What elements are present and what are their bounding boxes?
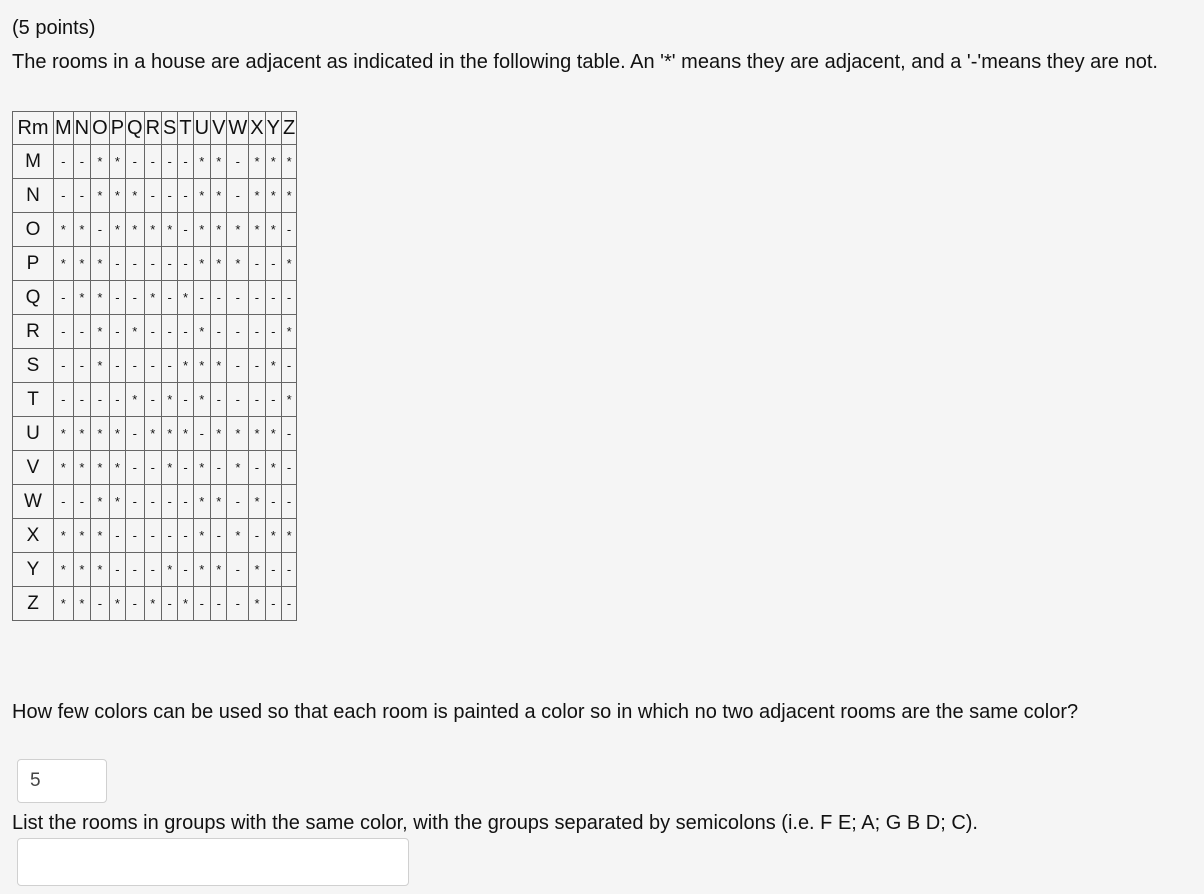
adjacency-cell: - (178, 145, 193, 179)
adjacency-cell: * (54, 213, 74, 247)
adjacency-cell: * (91, 315, 110, 349)
question-prompt: The rooms in a house are adjacent as indicated in the following table. An '*' means they are adjacent, and a '-'means they are not. (12, 51, 1158, 73)
adjacency-cell: * (144, 213, 161, 247)
adjacency-cell: * (54, 417, 74, 451)
adjacency-cell: - (144, 315, 161, 349)
adjacency-cell: - (249, 247, 265, 281)
adjacency-cell: - (249, 281, 265, 315)
adjacency-cell: * (193, 349, 210, 383)
table-row (13, 315, 297, 349)
adjacency-cell: - (281, 213, 296, 247)
adjacency-cell: - (178, 383, 193, 417)
adjacency-cell: - (265, 247, 281, 281)
adjacency-cell: * (178, 587, 193, 621)
adjacency-cell: - (126, 145, 145, 179)
adjacency-cell: - (144, 349, 161, 383)
adjacency-cell: - (281, 587, 296, 621)
adjacency-cell: - (178, 179, 193, 213)
adjacency-cell: - (73, 179, 90, 213)
adjacency-cell: - (281, 553, 296, 587)
adjacency-cell: - (144, 519, 161, 553)
adjacency-cell: - (54, 315, 74, 349)
adjacency-cell: * (144, 417, 161, 451)
adjacency-cell: - (227, 485, 249, 519)
adjacency-cell: - (211, 383, 227, 417)
adjacency-cell: - (126, 519, 145, 553)
adjacency-cell: * (73, 451, 90, 485)
adjacency-cell: - (249, 315, 265, 349)
adjacency-cell: * (91, 349, 110, 383)
adjacency-cell: * (109, 179, 125, 213)
column-header: N (73, 112, 90, 145)
adjacency-cell: * (109, 587, 125, 621)
adjacency-cell: * (249, 145, 265, 179)
column-header: U (193, 112, 210, 145)
adjacency-cell: * (54, 247, 74, 281)
adjacency-cell: * (265, 349, 281, 383)
adjacency-cell: * (162, 417, 178, 451)
adjacency-cell: - (227, 281, 249, 315)
adjacency-cell: * (193, 519, 210, 553)
adjacency-cell: - (227, 179, 249, 213)
adjacency-cell: * (73, 417, 90, 451)
table-row (13, 417, 297, 451)
adjacency-cell: * (73, 247, 90, 281)
adjacency-cell: * (211, 485, 227, 519)
adjacency-cell: - (211, 281, 227, 315)
adjacency-cell: * (91, 247, 110, 281)
adjacency-cell: * (73, 213, 90, 247)
table-header-row (13, 112, 297, 145)
adjacency-cell: * (227, 213, 249, 247)
adjacency-cell: - (73, 485, 90, 519)
adjacency-cell: * (178, 349, 193, 383)
adjacency-cell: - (162, 485, 178, 519)
adjacency-cell: - (211, 451, 227, 485)
table-row (13, 179, 297, 213)
adjacency-cell: * (162, 553, 178, 587)
adjacency-cell: * (54, 451, 74, 485)
adjacency-cell: * (227, 417, 249, 451)
row-header: X (13, 519, 54, 553)
adjacency-cell: - (109, 315, 125, 349)
adjacency-cell: * (126, 213, 145, 247)
adjacency-cell: * (193, 179, 210, 213)
adjacency-cell: - (227, 587, 249, 621)
adjacency-cell: * (91, 553, 110, 587)
adjacency-cell: - (54, 485, 74, 519)
adjacency-cell: - (162, 519, 178, 553)
adjacency-cell: - (249, 519, 265, 553)
adjacency-cell: - (126, 485, 145, 519)
row-header: Z (13, 587, 54, 621)
adjacency-cell: - (109, 553, 125, 587)
adjacency-cell: * (144, 587, 161, 621)
adjacency-cell: * (109, 417, 125, 451)
adjacency-cell: - (249, 451, 265, 485)
adjacency-cell: - (54, 349, 74, 383)
adjacency-cell: - (54, 145, 74, 179)
adjacency-cell: - (178, 553, 193, 587)
adjacency-cell: * (211, 349, 227, 383)
adjacency-cell: * (211, 553, 227, 587)
table-row (13, 587, 297, 621)
adjacency-cell: * (249, 485, 265, 519)
colors-answer-input[interactable] (17, 759, 107, 803)
adjacency-cell: - (144, 179, 161, 213)
adjacency-cell: - (178, 315, 193, 349)
column-header: V (211, 112, 227, 145)
adjacency-cell: * (265, 519, 281, 553)
row-header: R (13, 315, 54, 349)
adjacency-cell: - (178, 451, 193, 485)
adjacency-cell: - (227, 349, 249, 383)
adjacency-cell: * (91, 485, 110, 519)
adjacency-cell: - (193, 281, 210, 315)
adjacency-cell: * (281, 383, 296, 417)
row-header: N (13, 179, 54, 213)
adjacency-cell: - (193, 587, 210, 621)
table-row (13, 213, 297, 247)
adjacency-cell: - (162, 247, 178, 281)
adjacency-cell: - (126, 451, 145, 485)
part2-prompt: List the rooms in groups with the same color, with the groups separated by semicolons (i.e. F E; A; G B D; C). (12, 812, 978, 834)
adjacency-table (12, 111, 297, 621)
adjacency-cell: - (109, 247, 125, 281)
row-header: U (13, 417, 54, 451)
column-header: M (54, 112, 74, 145)
adjacency-cell: - (162, 349, 178, 383)
row-header: Y (13, 553, 54, 587)
adjacency-cell: * (211, 417, 227, 451)
adjacency-cell: - (265, 553, 281, 587)
adjacency-cell: * (193, 213, 210, 247)
adjacency-cell: - (193, 417, 210, 451)
adjacency-cell: - (144, 553, 161, 587)
adjacency-cell: * (227, 247, 249, 281)
table-corner-header: Rm (13, 112, 54, 145)
adjacency-cell: - (73, 383, 90, 417)
adjacency-cell: - (126, 417, 145, 451)
adjacency-cell: * (126, 179, 145, 213)
adjacency-cell: - (73, 145, 90, 179)
adjacency-cell: * (109, 451, 125, 485)
adjacency-cell: - (91, 587, 110, 621)
column-header: P (109, 112, 125, 145)
adjacency-cell: - (144, 383, 161, 417)
row-header: O (13, 213, 54, 247)
adjacency-cell: * (109, 213, 125, 247)
column-header: Z (281, 112, 296, 145)
adjacency-cell: - (265, 315, 281, 349)
row-header: P (13, 247, 54, 281)
adjacency-cell: * (91, 145, 110, 179)
column-header: R (144, 112, 161, 145)
adjacency-cell: - (281, 451, 296, 485)
adjacency-cell: - (211, 315, 227, 349)
adjacency-cell: - (91, 213, 110, 247)
adjacency-cell: - (162, 315, 178, 349)
adjacency-cell: * (193, 145, 210, 179)
column-header: Q (126, 112, 145, 145)
row-header: S (13, 349, 54, 383)
adjacency-cell: - (162, 179, 178, 213)
adjacency-cell: - (227, 315, 249, 349)
adjacency-cell: * (91, 451, 110, 485)
adjacency-cell: - (178, 485, 193, 519)
question-points: (5 points) (12, 17, 96, 39)
row-header: M (13, 145, 54, 179)
row-header: Q (13, 281, 54, 315)
column-header: W (227, 112, 249, 145)
adjacency-cell: * (178, 281, 193, 315)
row-header: V (13, 451, 54, 485)
adjacency-cell: * (193, 315, 210, 349)
table-body (13, 145, 297, 621)
adjacency-cell: - (211, 519, 227, 553)
adjacency-cell: * (281, 145, 296, 179)
adjacency-cell: * (211, 179, 227, 213)
adjacency-cell: - (249, 383, 265, 417)
adjacency-cell: - (54, 281, 74, 315)
adjacency-cell: - (227, 145, 249, 179)
adjacency-cell: - (126, 247, 145, 281)
adjacency-cell: - (73, 349, 90, 383)
adjacency-cell: - (126, 553, 145, 587)
adjacency-cell: * (91, 519, 110, 553)
table-row (13, 383, 297, 417)
adjacency-cell: * (144, 281, 161, 315)
adjacency-cell: * (249, 417, 265, 451)
adjacency-cell: * (109, 485, 125, 519)
adjacency-cell: * (73, 281, 90, 315)
adjacency-cell: - (109, 383, 125, 417)
adjacency-cell: - (281, 417, 296, 451)
column-header: Y (265, 112, 281, 145)
adjacency-cell: - (281, 349, 296, 383)
adjacency-cell: * (193, 485, 210, 519)
adjacency-cell: * (91, 417, 110, 451)
adjacency-cell: * (193, 553, 210, 587)
adjacency-cell: - (109, 349, 125, 383)
adjacency-cell: * (281, 315, 296, 349)
adjacency-cell: * (193, 383, 210, 417)
adjacency-cell: - (178, 519, 193, 553)
part1-prompt: How few colors can be used so that each room is painted a color so in which no two adjacent rooms are the same color? (12, 701, 1079, 723)
adjacency-cell: - (109, 281, 125, 315)
adjacency-cell: - (144, 485, 161, 519)
adjacency-cell: - (109, 519, 125, 553)
adjacency-cell: * (249, 179, 265, 213)
adjacency-cell: * (54, 587, 74, 621)
adjacency-cell: * (91, 179, 110, 213)
adjacency-cell: * (193, 451, 210, 485)
table-row (13, 553, 297, 587)
adjacency-cell: * (126, 383, 145, 417)
adjacency-cell: - (211, 587, 227, 621)
adjacency-cell: * (73, 519, 90, 553)
table-row (13, 519, 297, 553)
adjacency-cell: - (73, 315, 90, 349)
column-header: T (178, 112, 193, 145)
adjacency-cell: * (265, 451, 281, 485)
adjacency-cell: - (265, 587, 281, 621)
table-row (13, 485, 297, 519)
adjacency-cell: - (162, 145, 178, 179)
adjacency-cell: - (281, 281, 296, 315)
table-row (13, 281, 297, 315)
adjacency-cell: - (227, 383, 249, 417)
adjacency-cell: * (265, 213, 281, 247)
adjacency-cell: * (227, 451, 249, 485)
adjacency-cell: * (281, 179, 296, 213)
row-header: T (13, 383, 54, 417)
adjacency-cell: * (193, 247, 210, 281)
adjacency-cell: - (249, 349, 265, 383)
adjacency-cell: * (54, 519, 74, 553)
adjacency-cell: - (265, 383, 281, 417)
adjacency-cell: - (144, 247, 161, 281)
table-row (13, 145, 297, 179)
adjacency-cell: - (144, 145, 161, 179)
adjacency-cell: - (126, 281, 145, 315)
adjacency-cell: - (178, 247, 193, 281)
adjacency-cell: - (265, 485, 281, 519)
adjacency-cell: * (281, 247, 296, 281)
adjacency-cell: * (281, 519, 296, 553)
row-header: W (13, 485, 54, 519)
adjacency-cell: * (211, 145, 227, 179)
adjacency-cell: - (54, 179, 74, 213)
adjacency-cell: * (211, 247, 227, 281)
adjacency-cell: * (249, 553, 265, 587)
adjacency-cell: - (162, 587, 178, 621)
adjacency-cell: * (91, 281, 110, 315)
adjacency-cell: - (281, 485, 296, 519)
adjacency-cell: * (109, 145, 125, 179)
adjacency-cell: * (162, 213, 178, 247)
adjacency-cell: * (178, 417, 193, 451)
table-row (13, 247, 297, 281)
table-row (13, 451, 297, 485)
adjacency-cell: * (227, 519, 249, 553)
adjacency-cell: - (144, 451, 161, 485)
adjacency-cell: - (126, 349, 145, 383)
adjacency-cell: * (265, 145, 281, 179)
adjacency-cell: - (54, 383, 74, 417)
column-header: O (91, 112, 110, 145)
adjacency-cell: * (126, 315, 145, 349)
groups-answer-input[interactable] (17, 838, 409, 886)
adjacency-cell: * (162, 383, 178, 417)
adjacency-cell: - (227, 553, 249, 587)
column-header: X (249, 112, 265, 145)
adjacency-cell: * (249, 587, 265, 621)
adjacency-cell: * (162, 451, 178, 485)
adjacency-cell: - (91, 383, 110, 417)
adjacency-cell: * (73, 587, 90, 621)
adjacency-cell: * (73, 553, 90, 587)
adjacency-cell: - (178, 213, 193, 247)
adjacency-cell: - (162, 281, 178, 315)
table-row (13, 349, 297, 383)
adjacency-cell: * (211, 213, 227, 247)
column-header: S (162, 112, 178, 145)
adjacency-cell: * (54, 553, 74, 587)
adjacency-cell: - (265, 281, 281, 315)
adjacency-cell: * (265, 417, 281, 451)
adjacency-cell: * (249, 213, 265, 247)
adjacency-cell: * (265, 179, 281, 213)
adjacency-cell: - (126, 587, 145, 621)
